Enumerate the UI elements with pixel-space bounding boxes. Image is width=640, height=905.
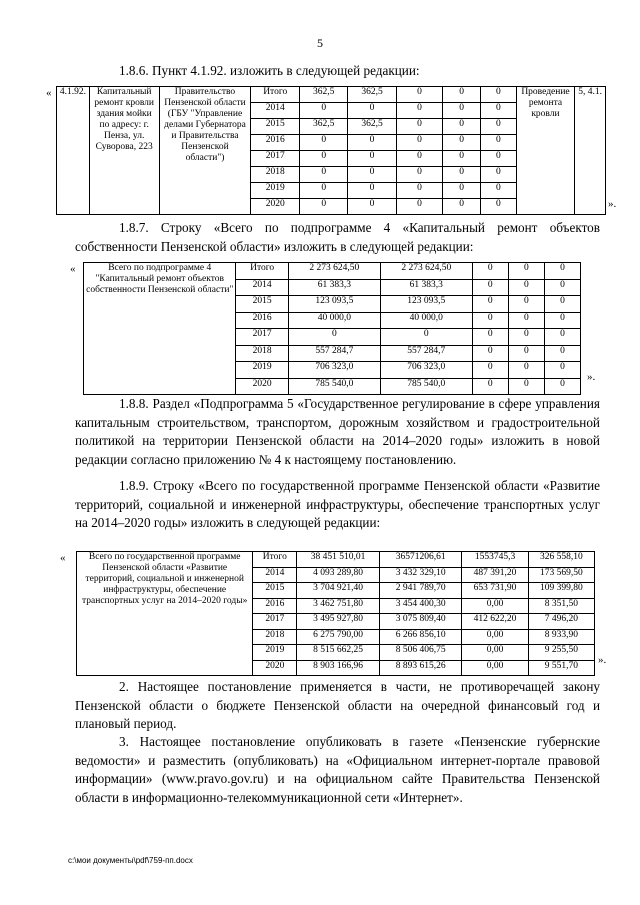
value-cell: 9 551,70 bbox=[528, 660, 594, 676]
value-cell: 0 bbox=[472, 263, 508, 280]
year-cell: 2018 bbox=[251, 167, 300, 183]
value-cell: 8 893 615,26 bbox=[379, 660, 462, 676]
executor-cell: Правительство Пензенской области (ГБУ "Управление делами Губернатора и Правительства Пензенской области") bbox=[159, 87, 251, 215]
value-cell: 0 bbox=[443, 119, 481, 135]
value-cell: 0 bbox=[544, 362, 580, 379]
open-quote: « bbox=[46, 87, 52, 99]
year-cell: 2015 bbox=[251, 119, 300, 135]
subprogram-label-cell: Всего по подпрограмме 4 "Капитальный ремонт объектов собственности Пензенской области" bbox=[84, 263, 236, 395]
year-cell: Итого bbox=[236, 263, 288, 280]
file-path-footer: c:\мои документы\pdf\759-пп.docx bbox=[68, 856, 193, 865]
value-cell: 0 bbox=[443, 199, 481, 215]
year-cell: 2015 bbox=[253, 583, 297, 599]
year-cell: 2017 bbox=[236, 329, 288, 346]
value-cell: 3 704 921,40 bbox=[297, 583, 380, 599]
value-cell: 0,00 bbox=[462, 598, 528, 614]
value-cell: 412 622,20 bbox=[462, 614, 528, 630]
value-cell: 0 bbox=[443, 135, 481, 151]
year-cell: Итого bbox=[251, 87, 300, 103]
value-cell: 0 bbox=[544, 279, 580, 296]
value-cell: 0 bbox=[480, 135, 516, 151]
year-cell: 2019 bbox=[251, 183, 300, 199]
year-cell: 2018 bbox=[253, 629, 297, 645]
value-cell: 0,00 bbox=[462, 645, 528, 661]
value-cell: 0 bbox=[480, 183, 516, 199]
year-cell: 2019 bbox=[253, 645, 297, 661]
value-cell: 173 569,50 bbox=[528, 567, 594, 583]
value-cell: 8 506 406,75 bbox=[379, 645, 462, 661]
year-cell: 2017 bbox=[251, 151, 300, 167]
table-row bbox=[77, 552, 595, 568]
program-label-cell: Всего по государственной программе Пензенской области «Развитие территорий, социальной и инженерной инфраструктуры, обеспечение транспортных услуг на 2014–2020 годы» bbox=[77, 552, 253, 676]
year-cell: 2014 bbox=[251, 103, 300, 119]
value-cell: 61 383,3 bbox=[380, 279, 472, 296]
value-cell: 2 273 624,50 bbox=[380, 263, 472, 280]
table-item-4-1-92 bbox=[56, 86, 606, 215]
row-number-cell: 4.1.92. bbox=[57, 87, 90, 215]
value-cell: 653 731,90 bbox=[462, 583, 528, 599]
value-cell: 61 383,3 bbox=[288, 279, 380, 296]
value-cell: 0 bbox=[396, 199, 443, 215]
year-cell: 2020 bbox=[253, 660, 297, 676]
table-row bbox=[57, 87, 606, 103]
value-cell: 38 451 510,01 bbox=[297, 552, 380, 568]
value-cell: 557 284,7 bbox=[288, 345, 380, 362]
value-cell: 0 bbox=[508, 296, 544, 313]
value-cell: 0 bbox=[472, 329, 508, 346]
value-cell: 0 bbox=[472, 362, 508, 379]
value-cell: 362,5 bbox=[348, 119, 396, 135]
close-quote: ». bbox=[587, 371, 596, 383]
year-cell: 2015 bbox=[236, 296, 288, 313]
section-1-8-7-heading: 1.8.7. Строку «Всего по подпрограмме 4 «Капитальный ремонт объектов собственности Пензенской области» изложить в следующей редакции: bbox=[75, 220, 600, 254]
value-cell: 706 323,0 bbox=[380, 362, 472, 379]
item-2: 2. Настоящее постановление применяется в части, не противоречащей закону Пензенской области о бюджете Пензенской области на очередной финансовый год и плановый период. bbox=[75, 679, 600, 731]
value-cell: 3 462 751,80 bbox=[297, 598, 380, 614]
value-cell: 326 558,10 bbox=[528, 552, 594, 568]
value-cell: 0 bbox=[480, 151, 516, 167]
year-cell: Итого bbox=[253, 552, 297, 568]
value-cell: 2 273 624,50 bbox=[288, 263, 380, 280]
value-cell: 0 bbox=[443, 151, 481, 167]
year-cell: 2016 bbox=[253, 598, 297, 614]
value-cell: 0 bbox=[443, 183, 481, 199]
year-cell: 2017 bbox=[253, 614, 297, 630]
value-cell: 0 bbox=[348, 167, 396, 183]
table-row bbox=[84, 263, 581, 280]
value-cell: 40 000,0 bbox=[380, 312, 472, 329]
value-cell: 0,00 bbox=[462, 660, 528, 676]
year-cell: 2016 bbox=[251, 135, 300, 151]
year-cell: 2018 bbox=[236, 345, 288, 362]
value-cell: 0 bbox=[508, 279, 544, 296]
item-3: 3. Настоящее постановление опубликовать в газете «Пензенские губернские ведомости» и разместить (опубликовать) на «Официальном интернет-портале правовой информации» (www.pravo.gov.ru) и на официальном сайте Правительства Пензенской области в информационно-телекоммуникационной сети «Интернет». bbox=[75, 734, 600, 805]
section-1-8-6-heading: 1.8.6. Пункт 4.1.92. изложить в следующей редакции: bbox=[119, 63, 420, 78]
value-cell: 40 000,0 bbox=[288, 312, 380, 329]
value-cell: 0 bbox=[480, 103, 516, 119]
value-cell: 109 399,80 bbox=[528, 583, 594, 599]
value-cell: 0 bbox=[544, 312, 580, 329]
value-cell: 0 bbox=[443, 167, 481, 183]
value-cell: 0 bbox=[396, 167, 443, 183]
value-cell: 0 bbox=[396, 135, 443, 151]
value-cell: 123 093,5 bbox=[288, 296, 380, 313]
value-cell: 706 323,0 bbox=[288, 362, 380, 379]
value-cell: 0 bbox=[443, 87, 481, 103]
value-cell: 0 bbox=[508, 312, 544, 329]
value-cell: 3 454 400,30 bbox=[379, 598, 462, 614]
value-cell: 362,5 bbox=[300, 87, 348, 103]
value-cell: 0 bbox=[508, 329, 544, 346]
value-cell: 3 432 329,10 bbox=[379, 567, 462, 583]
value-cell: 4 093 289,80 bbox=[297, 567, 380, 583]
value-cell: 0 bbox=[544, 296, 580, 313]
page-number: 5 bbox=[317, 36, 323, 50]
value-cell: 0 bbox=[472, 296, 508, 313]
table-subprogram-4-total bbox=[83, 262, 581, 395]
value-cell: 0 bbox=[288, 329, 380, 346]
value-cell: 3 495 927,80 bbox=[297, 614, 380, 630]
value-cell: 123 093,5 bbox=[380, 296, 472, 313]
value-cell: 0 bbox=[396, 103, 443, 119]
value-cell: 6 275 790,00 bbox=[297, 629, 380, 645]
event-cell: Проведение ремонта кровли bbox=[516, 87, 574, 215]
value-cell: 0 bbox=[300, 151, 348, 167]
year-cell: 2020 bbox=[251, 199, 300, 215]
value-cell: 0 bbox=[300, 103, 348, 119]
value-cell: 0 bbox=[443, 103, 481, 119]
value-cell: 8 903 166,96 bbox=[297, 660, 380, 676]
value-cell: 0 bbox=[396, 119, 443, 135]
value-cell: 0 bbox=[480, 119, 516, 135]
value-cell: 0 bbox=[348, 199, 396, 215]
year-cell: 2014 bbox=[236, 279, 288, 296]
object-name-cell: Капитальный ремонт кровли здания мойки по адресу: г. Пенза, ул. Суворова, 223 bbox=[89, 87, 159, 215]
value-cell: 0 bbox=[472, 312, 508, 329]
value-cell: 0 bbox=[380, 329, 472, 346]
open-quote: « bbox=[60, 552, 66, 564]
value-cell: 0 bbox=[472, 378, 508, 395]
value-cell: 0 bbox=[396, 151, 443, 167]
value-cell: 0 bbox=[472, 279, 508, 296]
value-cell: 7 496,20 bbox=[528, 614, 594, 630]
table-state-program-total bbox=[76, 551, 595, 676]
value-cell: 0 bbox=[348, 151, 396, 167]
value-cell: 0 bbox=[480, 199, 516, 215]
year-cell: 2019 bbox=[236, 362, 288, 379]
value-cell: 8 933,90 bbox=[528, 629, 594, 645]
value-cell: 362,5 bbox=[348, 87, 396, 103]
reference-cell: 5, 4.1. bbox=[575, 87, 606, 215]
value-cell: 785 540,0 bbox=[288, 378, 380, 395]
value-cell: 0 bbox=[300, 167, 348, 183]
open-quote: « bbox=[70, 263, 76, 275]
value-cell: 362,5 bbox=[300, 119, 348, 135]
value-cell: 8 351,50 bbox=[528, 598, 594, 614]
section-1-8-8: 1.8.8. Раздел «Подпрограмма 5 «Государственное регулирование в сфере управления капитальным строительством, транспортом, дорожным хозяйством и градостроительной политикой на территории Пензенской области на 2014–2020 годы» изложить в новой редакции согласно приложению № 4 к настоящему постановлению. bbox=[75, 396, 600, 467]
value-cell: 0 bbox=[544, 263, 580, 280]
value-cell: 0 bbox=[544, 329, 580, 346]
value-cell: 3 075 809,40 bbox=[379, 614, 462, 630]
value-cell: 1553745,3 bbox=[462, 552, 528, 568]
value-cell: 0 bbox=[480, 167, 516, 183]
value-cell: 0 bbox=[508, 362, 544, 379]
value-cell: 0 bbox=[508, 378, 544, 395]
close-quote: ». bbox=[608, 198, 617, 210]
value-cell: 6 266 856,10 bbox=[379, 629, 462, 645]
section-1-8-9-heading: 1.8.9. Строку «Всего по государственной программе Пензенской области «Развитие территорий, социальной и инженерной инфраструктуры, обеспечение транспортных услуг на 2014–2020 годы» изложить в следующей редакции: bbox=[75, 478, 600, 530]
value-cell: 785 540,0 bbox=[380, 378, 472, 395]
value-cell: 8 515 662,25 bbox=[297, 645, 380, 661]
value-cell: 0 bbox=[508, 345, 544, 362]
value-cell: 0 bbox=[480, 87, 516, 103]
value-cell: 0 bbox=[472, 345, 508, 362]
value-cell: 487 391,20 bbox=[462, 567, 528, 583]
value-cell: 2 941 789,70 bbox=[379, 583, 462, 599]
value-cell: 0 bbox=[300, 183, 348, 199]
value-cell: 0 bbox=[508, 263, 544, 280]
year-cell: 2014 bbox=[253, 567, 297, 583]
value-cell: 0 bbox=[348, 135, 396, 151]
close-quote: ». bbox=[598, 654, 607, 666]
value-cell: 0 bbox=[348, 183, 396, 199]
value-cell: 0 bbox=[300, 199, 348, 215]
value-cell: 0 bbox=[348, 103, 396, 119]
value-cell: 0,00 bbox=[462, 629, 528, 645]
value-cell: 0 bbox=[396, 183, 443, 199]
value-cell: 36571206,61 bbox=[379, 552, 462, 568]
value-cell: 0 bbox=[300, 135, 348, 151]
value-cell: 9 255,50 bbox=[528, 645, 594, 661]
value-cell: 0 bbox=[396, 87, 443, 103]
value-cell: 0 bbox=[544, 345, 580, 362]
value-cell: 557 284,7 bbox=[380, 345, 472, 362]
year-cell: 2020 bbox=[236, 378, 288, 395]
value-cell: 0 bbox=[544, 378, 580, 395]
year-cell: 2016 bbox=[236, 312, 288, 329]
